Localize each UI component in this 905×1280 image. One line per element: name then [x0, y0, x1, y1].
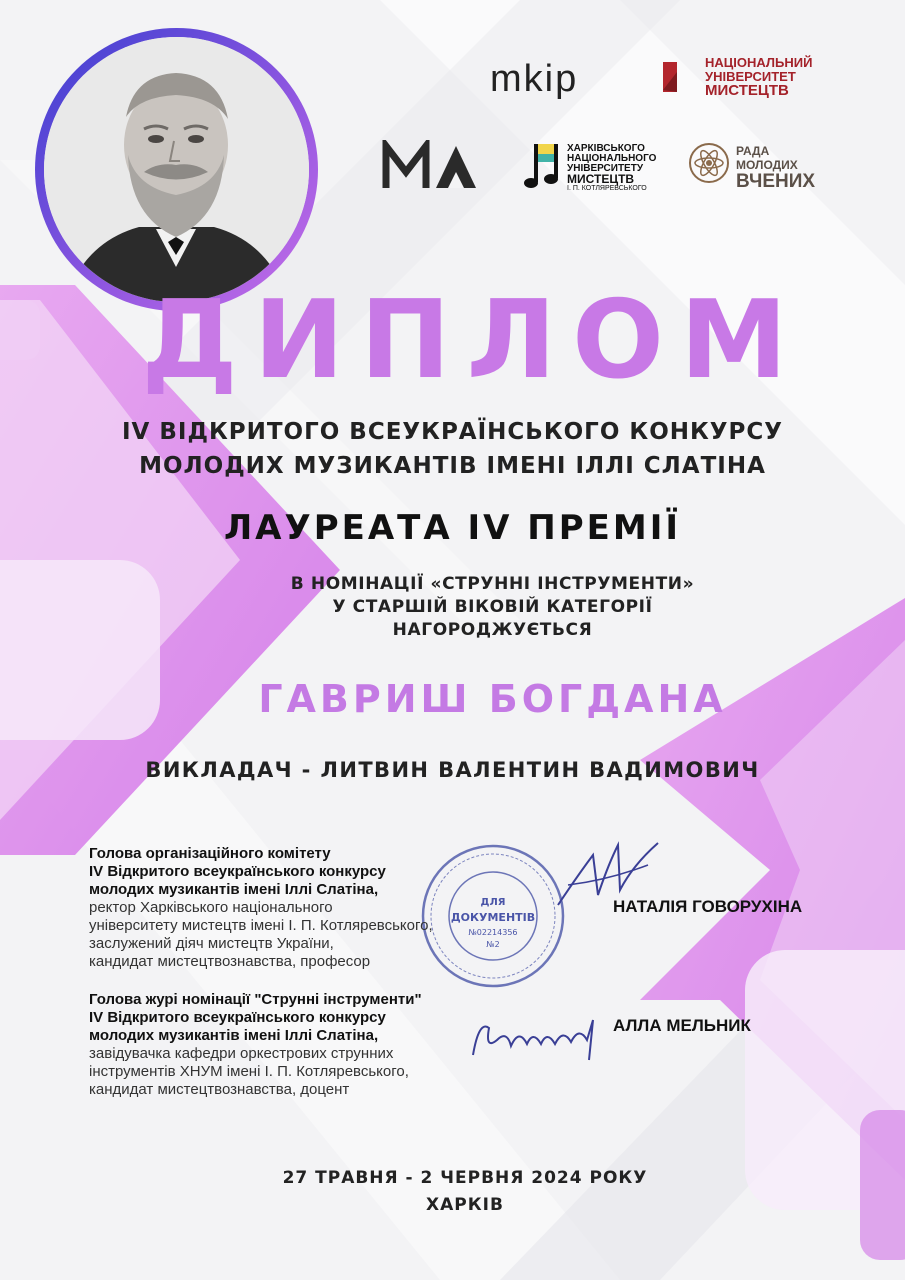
- event-dates: 27 ТРАВНЯ - 2 ЧЕРВНЯ 2024 РОКУ: [282, 1168, 648, 1188]
- stamp-line-1: ДЛЯ: [480, 897, 506, 908]
- ma-logo: [382, 140, 478, 195]
- signatory-1-info: Голова організаційного комітету IV Відкритого всеукраїнського конкурсу молодих музикантів імені Іллі Слатіна, ректор Харківського національного університету мистецтв імені І. П. Котляревського, заслужений діяч мистецтв України, кандидат мистецтвознавства, професор: [89, 845, 433, 970]
- atom-icon: [688, 142, 730, 184]
- music-note-icon: [522, 138, 562, 192]
- laureate-title: ЛАУРЕАТА IV ПРЕМІЇ: [223, 508, 682, 548]
- footer: [0, 1165, 905, 1219]
- signatory-1-name: НАТАЛІЯ ГОВОРУХІНА: [613, 897, 803, 916]
- nomination-text: В НОМІНАЦІЇ «СТРУННІ ІНСТРУМЕНТИ» У СТАРШІЙ ВІКОВІЙ КАТЕГОРІЇ НАГОРОДЖУЄТЬСЯ: [290, 574, 695, 640]
- young-scientists-logo: РАДА МОЛОДИХ ВЧЕНИХ: [688, 140, 823, 186]
- stamp-line-3: №02214356: [468, 928, 518, 937]
- portrait-photo: [44, 37, 309, 302]
- competition-title: IV ВІДКРИТОГО ВСЕУКРАЇНСЬКОГО КОНКУРСУ МОЛОДИХ МУЗИКАНТІВ ІМЕНІ ІЛЛІ СЛАТІНА: [122, 419, 783, 479]
- event-city: ХАРКІВ: [426, 1195, 504, 1215]
- portrait-frame: [35, 28, 318, 311]
- awardee-name: ГАВРИШ БОГДАНА: [258, 677, 727, 721]
- signatory-2-info: Голова журі номінації "Струнні інструменти" IV Відкритого всеукраїнського конкурсу молодих музикантів імені Іллі Слатіна, завідувачка кафедри оркестрових струнних інструментів ХНУМ імені І. П. Котляревського, кандидат мистецтвознавства, доцент: [89, 991, 422, 1098]
- diploma-title: ДИПЛОМ: [141, 278, 804, 403]
- teacher-name: ВИКЛАДАЧ - ЛИТВИН ВАЛЕНТИН ВАДИМОВИЧ: [145, 758, 760, 782]
- stamp-line-2: ДОКУМЕНТІВ: [450, 911, 536, 924]
- university-logo: НАЦІОНАЛЬНИЙ УНІВЕРСИТЕТ МИСТЕЦТВ: [661, 56, 801, 104]
- council-logo: ХАРКІВСЬКОГО НАЦІОНАЛЬНОГО УНІВЕРСИТЕТУ МИСТЕЦТВ І. П. КОТЛЯРЕВСЬКОГО: [522, 138, 662, 192]
- mkip-logo: mkip: [490, 58, 579, 100]
- signatory-2-name: АЛЛА МЕЛЬНИК: [613, 1016, 751, 1035]
- stamp-line-4: №2: [486, 940, 500, 949]
- university-emblem-icon: [661, 60, 681, 100]
